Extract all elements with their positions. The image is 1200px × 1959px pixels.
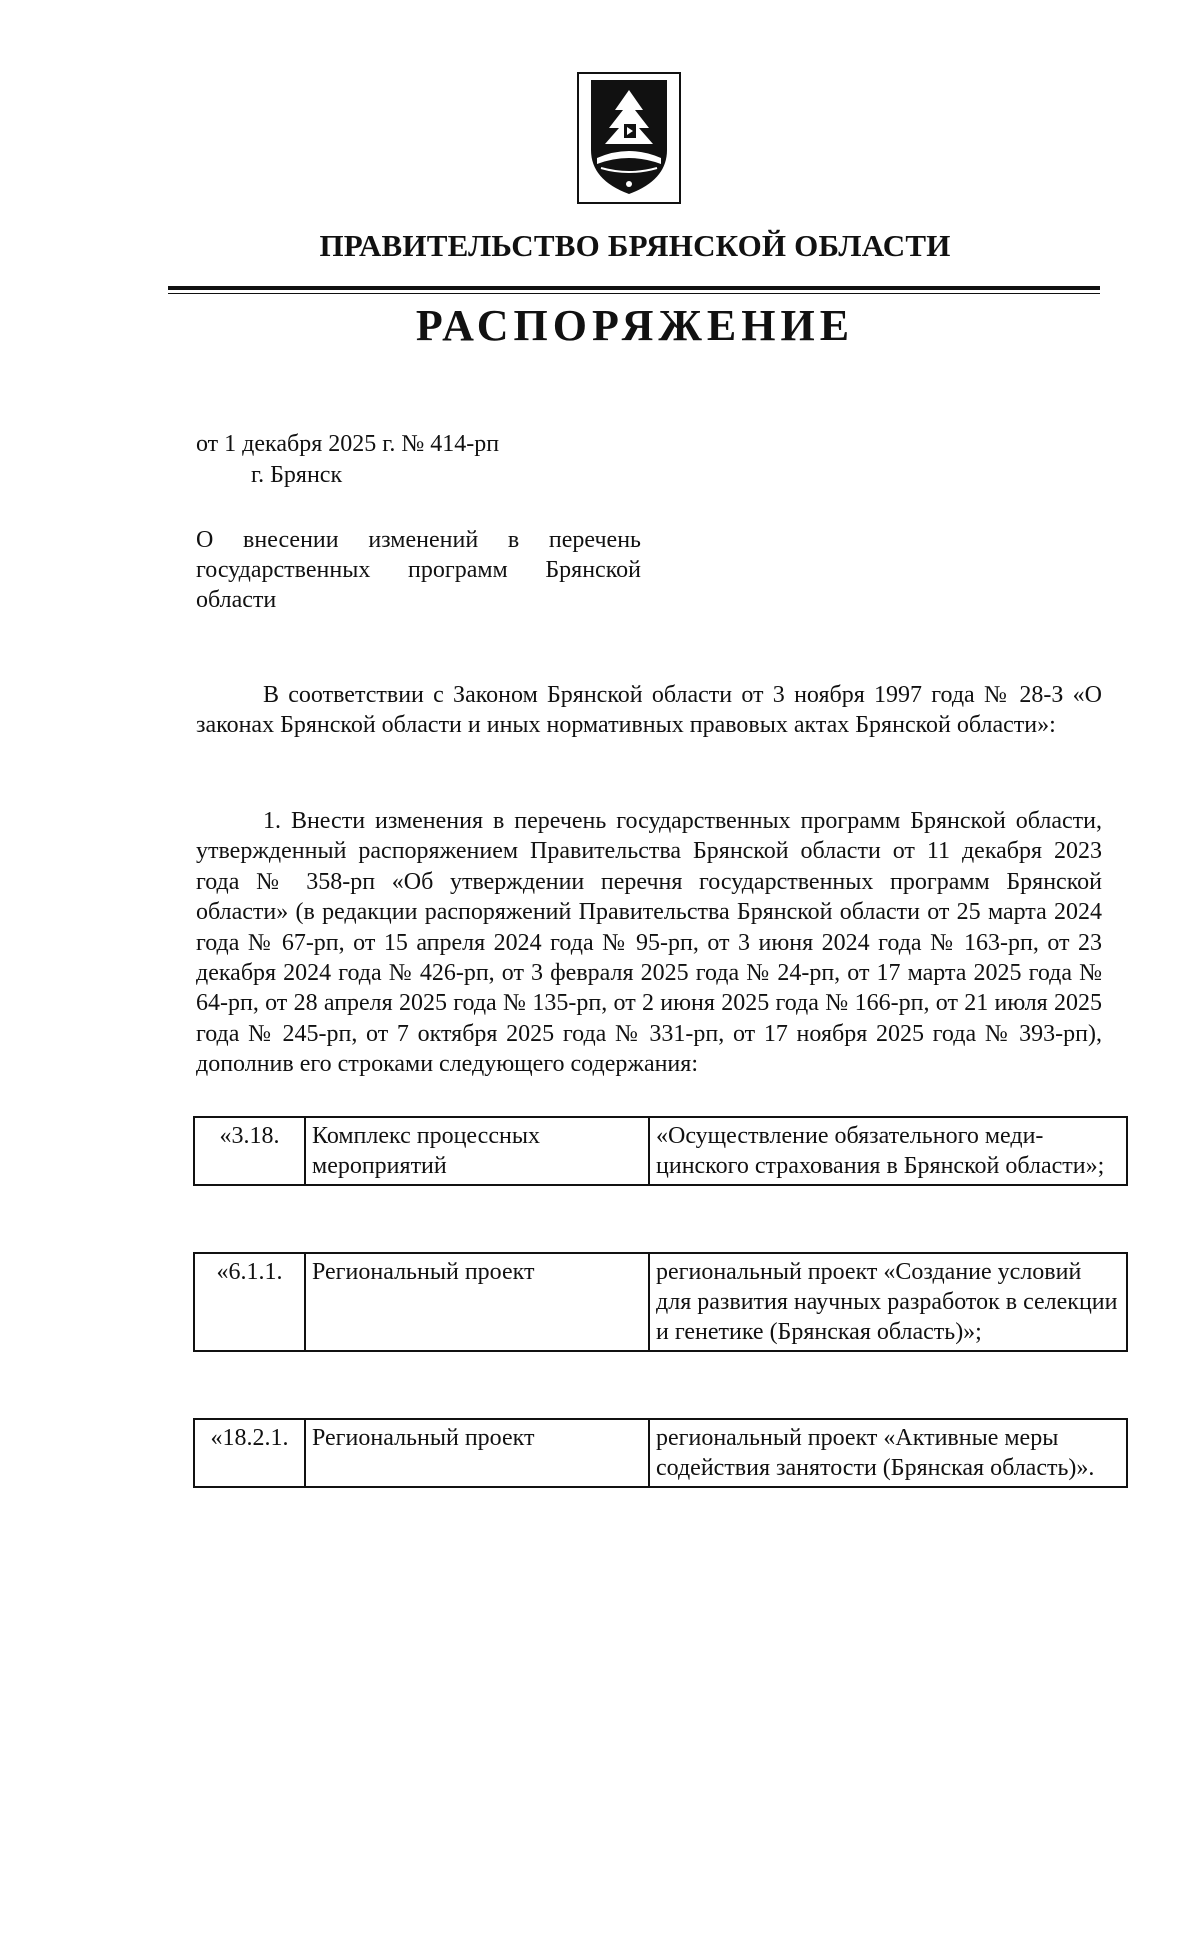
row-type: Региональный проект <box>305 1253 649 1351</box>
table-row <box>194 1419 1127 1487</box>
table-row <box>194 1253 1127 1351</box>
header-rule-thick <box>168 286 1100 290</box>
preamble-paragraph: В соответствии с Законом Брянской области от 3 ноября 1997 года № 28-З «О законах Брянской области и иных нормативных правовых актах Брянской области»: <box>196 682 1102 739</box>
row-number: «3.18. <box>194 1117 305 1185</box>
document-date-number: от 1 декабря 2025 г. № 414-рп <box>196 431 500 457</box>
row-number: «18.2.1. <box>194 1419 305 1487</box>
bryansk-region-emblem-icon <box>577 72 681 204</box>
row-type: Комплекс процессных мероприятий <box>305 1117 649 1185</box>
document-subject: О внесении изменений в перечень государственных программ Брянской области <box>196 527 641 613</box>
inserted-row-table <box>193 1116 1128 1186</box>
row-number: «6.1.1. <box>194 1253 305 1351</box>
table-row <box>194 1117 1127 1185</box>
header-rule-thin <box>168 293 1100 294</box>
organization-title: ПРАВИТЕЛЬСТВО БРЯНСКОЙ ОБЛАСТИ <box>319 228 951 263</box>
row-description: «Осуществление обязательного меди-цинского страхования в Брянской области»; <box>649 1117 1127 1185</box>
row-type: Региональный проект <box>305 1419 649 1487</box>
inserted-row-table <box>193 1252 1128 1352</box>
item-1-paragraph: 1. Внести изменения в перечень государственных программ Брянской области, утвержденный распоряжением Правительства Брянской области от 11 декабря 2023 года № 358-рп «Об утверждении перечня государственных программ Брянской области» (в редакции распоряжений Правительства Брянской области от 25 марта 2024 года № 67-рп, от 15 апреля 2024 года № 95-рп, от 3 июня 2024 года № 163-рп, от 23 декабря 2024 года № 426-рп, от 3 февраля 2025 года № 24-рп, от 17 марта 2025 года № 64-рп, от 28 апреля 2025 года № 135-рп, от 2 июня 2025 года № 166-рп, от 21 июля 2025 года № 245-рп, от 7 октября 2025 года № 331-рп, от 17 ноября 2025 года № 393-рп), дополнив его строками следующего содержания: <box>196 808 1102 1078</box>
document-city: г. Брянск <box>251 462 343 488</box>
document-type-title: РАСПОРЯЖЕНИЕ <box>415 301 855 350</box>
inserted-row-table <box>193 1418 1128 1488</box>
row-description: региональный проект «Создание условий для развития научных разработок в селекции и генетике (Брянская область)»; <box>649 1253 1127 1351</box>
row-description: региональный проект «Активные меры содействия занятости (Брянская область)». <box>649 1419 1127 1487</box>
